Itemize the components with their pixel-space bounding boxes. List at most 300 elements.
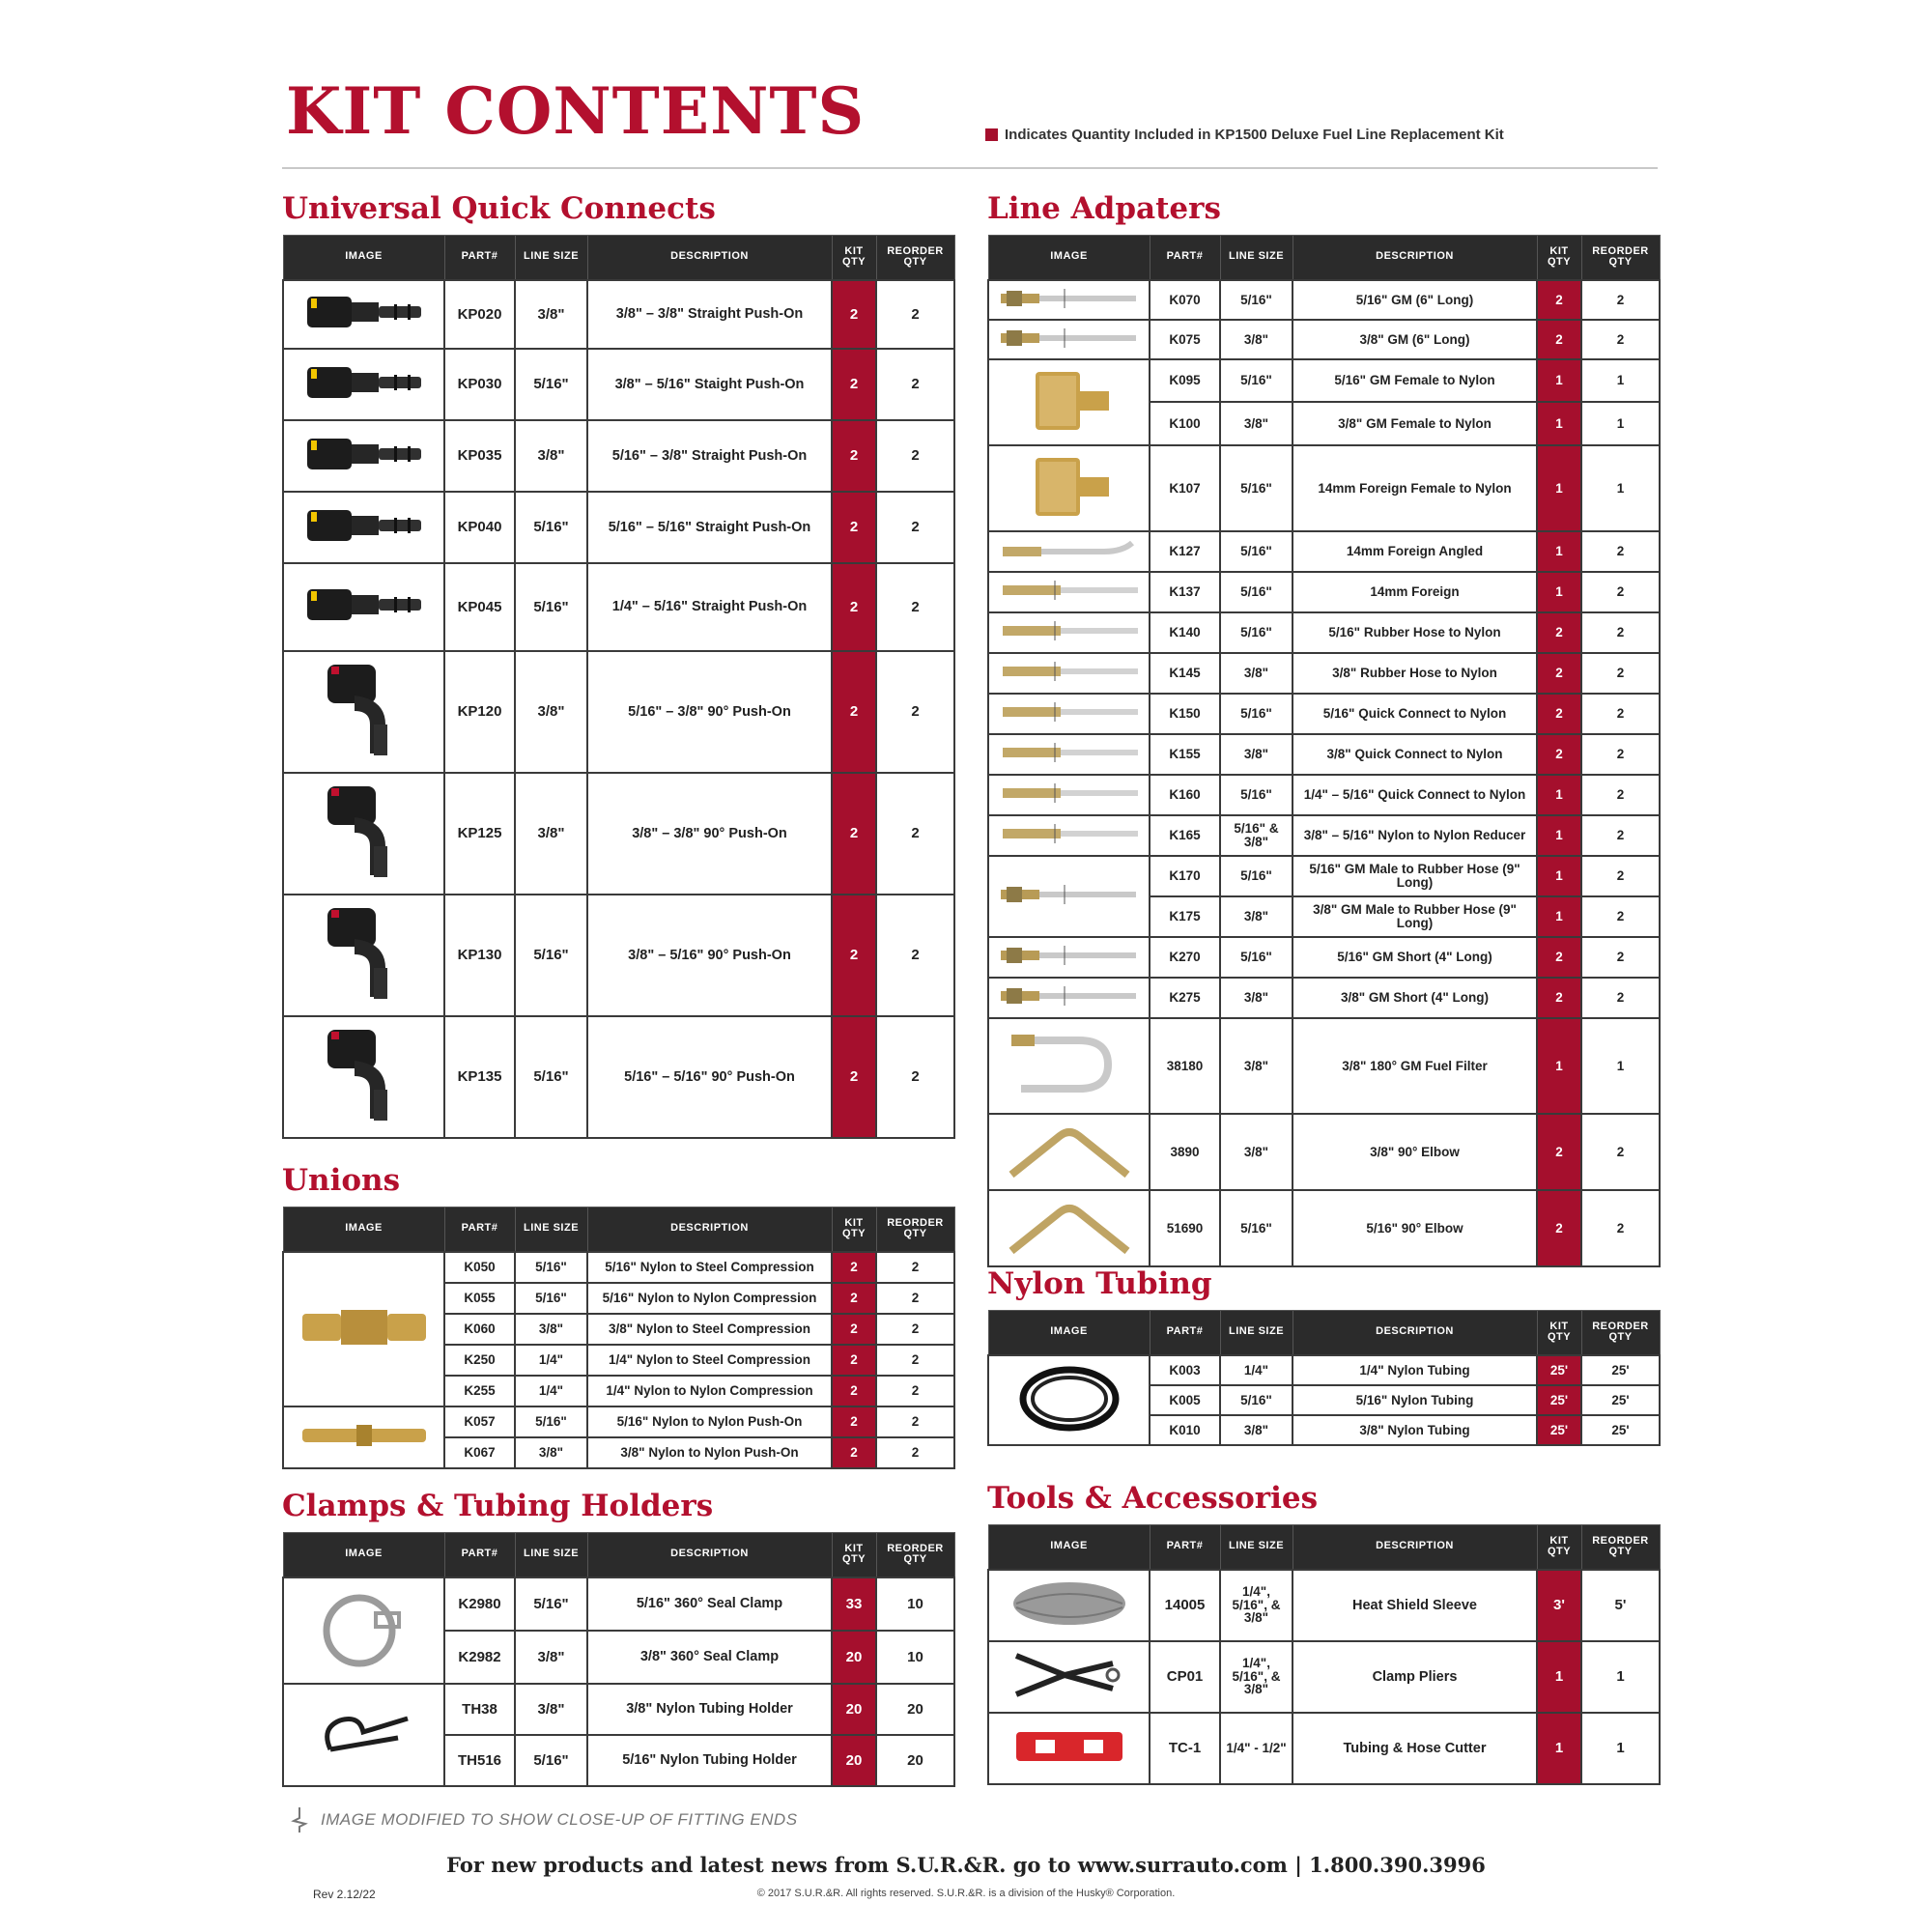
- description: 5/16" GM Female to Nylon: [1293, 359, 1537, 403]
- push-on-union-icon: [297, 1438, 432, 1453]
- table-row: [988, 280, 1660, 320]
- compression-union-icon: [297, 1345, 432, 1359]
- description: 5/16" – 3/8" Straight Push-On: [587, 420, 832, 492]
- line-size: 3/8": [1220, 320, 1293, 359]
- kit-qty: 2: [832, 349, 876, 420]
- table-row: [283, 492, 954, 563]
- part-image: [988, 694, 1150, 734]
- section-title: Unions: [282, 1163, 401, 1198]
- footer-copyright: © 2017 S.U.R.&R. All rights reserved. S.U.R.&R. is a division of the Husky® Corporation.: [756, 1888, 1176, 1899]
- kit-qty: 20: [832, 1631, 876, 1684]
- line-size: 3/8": [515, 420, 587, 492]
- description: 1/4" – 5/16" Quick Connect to Nylon: [1293, 775, 1537, 815]
- table-row: [988, 445, 1660, 531]
- reorder-qty: 1: [1581, 445, 1660, 531]
- reorder-qty: 25': [1581, 1385, 1660, 1415]
- description: 5/16" Nylon Tubing: [1293, 1385, 1537, 1415]
- straight-push-on-connector-icon: [301, 395, 427, 412]
- part-image: [988, 531, 1150, 572]
- angled-adapter-icon: [997, 553, 1142, 567]
- reorder-qty: 2: [1581, 320, 1660, 359]
- part-number: K255: [444, 1376, 515, 1406]
- description: 5/16" GM Short (4" Long): [1293, 937, 1537, 978]
- table-row: [283, 1406, 954, 1437]
- line-size: 3/8": [1220, 653, 1293, 694]
- part-number: K010: [1150, 1415, 1220, 1445]
- table-row: [988, 937, 1660, 978]
- description: 3/8" Rubber Hose to Nylon: [1293, 653, 1537, 694]
- description: 1/4" Nylon to Nylon Compression: [587, 1376, 832, 1406]
- kit-qty: 2: [832, 492, 876, 563]
- kit-qty: 1: [1537, 1713, 1581, 1784]
- table-row: [283, 563, 954, 651]
- description: 3/8" Nylon to Steel Compression: [587, 1314, 832, 1345]
- col-image: IMAGE: [283, 1533, 444, 1577]
- line-size: 3/8": [515, 280, 587, 349]
- table-row: [988, 531, 1660, 572]
- col-description: DESCRIPTION: [1293, 1311, 1537, 1355]
- elbow-push-on-connector-icon: [316, 872, 412, 889]
- straight-push-on-connector-icon: [301, 467, 427, 483]
- line-size: 3/8": [1220, 978, 1293, 1018]
- part-image: [283, 1684, 444, 1786]
- col-reorder-qty: REORDER QTY: [1581, 1525, 1660, 1570]
- part-number: K175: [1150, 896, 1220, 937]
- reorder-qty: 1: [1581, 359, 1660, 403]
- part-number: TH38: [444, 1684, 515, 1735]
- line-size: 5/16": [515, 1735, 587, 1786]
- description: 5/16" Nylon Tubing Holder: [587, 1735, 832, 1786]
- part-number: 51690: [1150, 1190, 1220, 1266]
- table-row: [988, 1713, 1660, 1784]
- line-size: 5/16": [1220, 937, 1293, 978]
- part-number: K050: [444, 1252, 515, 1283]
- part-number: K2980: [444, 1577, 515, 1631]
- reorder-qty: 2: [876, 1406, 954, 1437]
- description: 1/4" Nylon Tubing: [1293, 1355, 1537, 1385]
- reorder-qty: 2: [876, 1376, 954, 1406]
- line-size: 1/4", 5/16", & 3/8": [1220, 1570, 1293, 1641]
- col-line-size: LINE SIZE: [515, 236, 587, 280]
- description: 1/4" – 5/16" Straight Push-On: [587, 563, 832, 651]
- line-size: 5/16": [1220, 856, 1293, 896]
- clamps-table: [282, 1532, 955, 1787]
- reorder-qty: 2: [1581, 1190, 1660, 1266]
- description: 3/8" 180° GM Fuel Filter: [1293, 1018, 1537, 1114]
- line-size: 3/8": [1220, 402, 1293, 445]
- kit-qty: 2: [1537, 734, 1581, 775]
- reorder-qty: 10: [876, 1577, 954, 1631]
- elbow-push-on-connector-icon: [316, 1116, 412, 1132]
- reorder-qty: 2: [1581, 815, 1660, 856]
- line-adapter-icon: [997, 834, 1142, 848]
- table-row: [283, 349, 954, 420]
- line-size: 1/4": [515, 1376, 587, 1406]
- description: 3/8" – 3/8" 90° Push-On: [587, 773, 832, 895]
- table-row: [283, 895, 954, 1016]
- line-size: 1/4": [1220, 1355, 1293, 1385]
- kit-qty: 1: [1537, 1018, 1581, 1114]
- part-number: K270: [1150, 937, 1220, 978]
- line-adapter-icon: [997, 631, 1142, 645]
- description: 3/8" – 3/8" Straight Push-On: [587, 280, 832, 349]
- reorder-qty: 2: [876, 773, 954, 895]
- part-image: [283, 1252, 444, 1406]
- col-image: IMAGE: [283, 1208, 444, 1252]
- kit-qty: 2: [832, 1376, 876, 1406]
- straight-push-on-connector-icon: [301, 538, 427, 554]
- kit-qty: 33: [832, 1577, 876, 1631]
- part-image: [988, 775, 1150, 815]
- elbow-tube-icon: [1002, 1249, 1137, 1264]
- description: 5/16" Quick Connect to Nylon: [1293, 694, 1537, 734]
- table-row: [988, 734, 1660, 775]
- kit-qty: 2: [1537, 612, 1581, 653]
- line-adapter-icon: [997, 298, 1142, 313]
- header-divider: [282, 167, 1658, 169]
- kit-qty: 1: [1537, 572, 1581, 612]
- table-row: [988, 653, 1660, 694]
- col-part: PART#: [444, 236, 515, 280]
- table-row: [283, 420, 954, 492]
- reorder-qty: 2: [876, 1314, 954, 1345]
- description: 3/8" GM (6" Long): [1293, 320, 1537, 359]
- col-part: PART#: [444, 1208, 515, 1252]
- footnote-text: IMAGE MODIFIED TO SHOW CLOSE-UP OF FITTING ENDS: [321, 1810, 798, 1829]
- kit-qty: 1: [1537, 856, 1581, 896]
- fuel-filter-icon: [1002, 1096, 1137, 1111]
- part-number: K070: [1150, 280, 1220, 320]
- description: 3/8" Quick Connect to Nylon: [1293, 734, 1537, 775]
- part-image: [283, 1406, 444, 1468]
- description: 3/8" Nylon to Nylon Push-On: [587, 1437, 832, 1468]
- description: 5/16" GM (6" Long): [1293, 280, 1537, 320]
- unions-table: [282, 1207, 955, 1469]
- reorder-qty: 2: [876, 492, 954, 563]
- description: 5/16" – 5/16" 90° Push-On: [587, 1016, 832, 1138]
- part-number: K005: [1150, 1385, 1220, 1415]
- section-title: Line Adpaters: [987, 191, 1221, 226]
- col-description: DESCRIPTION: [587, 1208, 832, 1252]
- table-row: [988, 856, 1660, 896]
- page-title: KIT CONTENTS: [286, 73, 866, 149]
- part-number: K137: [1150, 572, 1220, 612]
- description: 14mm Foreign: [1293, 572, 1537, 612]
- col-part: PART#: [1150, 236, 1220, 280]
- straight-push-on-connector-icon: [301, 325, 427, 341]
- line-size: 5/16": [515, 1577, 587, 1631]
- line-size: 3/8": [515, 1314, 587, 1345]
- table-row: [988, 1570, 1660, 1641]
- line-size: 5/16": [515, 895, 587, 1016]
- part-number: K107: [1150, 445, 1220, 531]
- col-line-size: LINE SIZE: [515, 1208, 587, 1252]
- reorder-qty: 2: [1581, 978, 1660, 1018]
- part-number: K057: [444, 1406, 515, 1437]
- part-number: KP130: [444, 895, 515, 1016]
- part-image: [283, 651, 444, 773]
- col-kit-qty: KIT QTY: [832, 1208, 876, 1252]
- description: 3/8" GM Male to Rubber Hose (9" Long): [1293, 896, 1537, 937]
- reorder-qty: 2: [876, 280, 954, 349]
- table-row: [988, 978, 1660, 1018]
- uqc-table: [282, 235, 955, 1139]
- table-row: [988, 775, 1660, 815]
- line-size: 5/16": [515, 349, 587, 420]
- description: 3/8" GM Short (4" Long): [1293, 978, 1537, 1018]
- crimp-mark-icon: [290, 1806, 309, 1833]
- description: 5/16" 360° Seal Clamp: [587, 1577, 832, 1631]
- part-image: [988, 1641, 1150, 1713]
- part-image: [283, 1016, 444, 1138]
- reorder-qty: 5': [1581, 1570, 1660, 1641]
- part-image: [988, 937, 1150, 978]
- line-adapter-icon: [997, 753, 1142, 767]
- reorder-qty: 20: [876, 1684, 954, 1735]
- part-number: KP120: [444, 651, 515, 773]
- description: 5/16" 90° Elbow: [1293, 1190, 1537, 1266]
- reorder-qty: 2: [876, 420, 954, 492]
- reorder-qty: 2: [876, 1345, 954, 1376]
- kit-qty: 2: [832, 1437, 876, 1468]
- col-image: IMAGE: [988, 1525, 1150, 1570]
- description: Heat Shield Sleeve: [1293, 1570, 1537, 1641]
- nylon-tubing-coil-icon: [1011, 1426, 1127, 1440]
- col-description: DESCRIPTION: [1293, 236, 1537, 280]
- table-row: [988, 1114, 1660, 1190]
- part-number: K095: [1150, 359, 1220, 403]
- part-image: [283, 492, 444, 563]
- table-row: [283, 1252, 954, 1283]
- line-size: 3/8": [515, 1631, 587, 1684]
- table-row: [988, 359, 1660, 403]
- legend-text: Indicates Quantity Included in KP1500 Deluxe Fuel Line Replacement Kit: [1005, 127, 1504, 143]
- reorder-qty: 10: [876, 1631, 954, 1684]
- section-clamps-tubing-holders: [282, 1489, 953, 1787]
- part-number: K150: [1150, 694, 1220, 734]
- reorder-qty: 2: [876, 895, 954, 1016]
- description: 3/8" Nylon Tubing: [1293, 1415, 1537, 1445]
- description: 5/16" Rubber Hose to Nylon: [1293, 612, 1537, 653]
- col-image: IMAGE: [988, 1311, 1150, 1355]
- part-image: [988, 1190, 1150, 1266]
- line-size: 1/4" - 1/2": [1220, 1713, 1293, 1784]
- table-row: [988, 1018, 1660, 1114]
- col-part: PART#: [444, 1533, 515, 1577]
- part-number: K145: [1150, 653, 1220, 694]
- female-adapter-icon: [1016, 428, 1122, 442]
- line-adapter-icon: [997, 955, 1142, 970]
- part-number: K155: [1150, 734, 1220, 775]
- tubing-cutter-icon: [1007, 1758, 1132, 1775]
- line-size: 5/16": [1220, 445, 1293, 531]
- kit-qty: 25': [1537, 1385, 1581, 1415]
- col-part: PART#: [1150, 1525, 1220, 1570]
- col-description: DESCRIPTION: [587, 236, 832, 280]
- col-kit-qty: KIT QTY: [1537, 236, 1581, 280]
- line-size: 5/16": [515, 1406, 587, 1437]
- reorder-qty: 2: [876, 349, 954, 420]
- reorder-qty: 2: [1581, 856, 1660, 896]
- section-universal-quick-connects: [282, 191, 953, 1139]
- reorder-qty: 2: [1581, 572, 1660, 612]
- line-adapter-icon: [997, 671, 1142, 686]
- table-row: [988, 1190, 1660, 1266]
- reorder-qty: 1: [1581, 402, 1660, 445]
- reorder-qty: 1: [1581, 1018, 1660, 1114]
- line-size: 5/16": [515, 492, 587, 563]
- section-tools-accessories: [987, 1481, 1659, 1785]
- col-line-size: LINE SIZE: [1220, 1311, 1293, 1355]
- part-number: K170: [1150, 856, 1220, 896]
- part-image: [988, 1355, 1150, 1445]
- kit-qty: 2: [1537, 694, 1581, 734]
- description: 14mm Foreign Angled: [1293, 531, 1537, 572]
- line-size: 3/8": [515, 1437, 587, 1468]
- line-size: 1/4": [515, 1345, 587, 1376]
- kit-qty: 2: [832, 1016, 876, 1138]
- kit-qty: 3': [1537, 1570, 1581, 1641]
- reorder-qty: 2: [876, 651, 954, 773]
- reorder-qty: 2: [1581, 734, 1660, 775]
- description: 3/8" – 5/16" 90° Push-On: [587, 895, 832, 1016]
- reorder-qty: 2: [876, 1016, 954, 1138]
- part-number: CP01: [1150, 1641, 1220, 1713]
- col-reorder-qty: REORDER QTY: [876, 236, 954, 280]
- part-image: [988, 734, 1150, 775]
- description: 5/16" GM Male to Rubber Hose (9" Long): [1293, 856, 1537, 896]
- reorder-qty: 2: [876, 1437, 954, 1468]
- kit-qty: 2: [1537, 978, 1581, 1018]
- part-image: [988, 1713, 1150, 1784]
- elbow-push-on-connector-icon: [316, 751, 412, 767]
- kit-qty: 2: [832, 1345, 876, 1376]
- part-number: KP135: [444, 1016, 515, 1138]
- part-image: [988, 445, 1150, 531]
- kit-qty: 2: [832, 1252, 876, 1283]
- table-row: [988, 320, 1660, 359]
- kit-qty: 2: [832, 563, 876, 651]
- part-number: K275: [1150, 978, 1220, 1018]
- kit-qty: 2: [832, 280, 876, 349]
- line-size: 5/16" & 3/8": [1220, 815, 1293, 856]
- kit-qty: 2: [1537, 280, 1581, 320]
- kit-qty: 1: [1537, 402, 1581, 445]
- table-row: [283, 651, 954, 773]
- kit-qty: 2: [832, 1314, 876, 1345]
- line-size: 3/8": [1220, 734, 1293, 775]
- part-number: 3890: [1150, 1114, 1220, 1190]
- description: Clamp Pliers: [1293, 1641, 1537, 1713]
- col-reorder-qty: REORDER QTY: [876, 1533, 954, 1577]
- elbow-push-on-connector-icon: [316, 994, 412, 1010]
- col-line-size: LINE SIZE: [1220, 236, 1293, 280]
- table-row: [283, 1577, 954, 1631]
- tools-table: [987, 1524, 1661, 1785]
- tubing-holder-icon: [311, 1754, 417, 1771]
- elbow-tube-icon: [1002, 1173, 1137, 1187]
- line-size: 5/16": [515, 1283, 587, 1314]
- col-image: IMAGE: [988, 236, 1150, 280]
- table-row: [283, 280, 954, 349]
- legend: [985, 127, 1504, 143]
- part-number: KP020: [444, 280, 515, 349]
- description: 3/8" 90° Elbow: [1293, 1114, 1537, 1190]
- part-image: [283, 773, 444, 895]
- part-number: KP035: [444, 420, 515, 492]
- kit-qty: 2: [1537, 653, 1581, 694]
- part-image: [283, 420, 444, 492]
- reorder-qty: 2: [1581, 1114, 1660, 1190]
- reorder-qty: 2: [1581, 280, 1660, 320]
- line-size: 5/16": [515, 1252, 587, 1283]
- table-row: [988, 572, 1660, 612]
- col-kit-qty: KIT QTY: [832, 1533, 876, 1577]
- part-image: [283, 563, 444, 651]
- description: 3/8" Nylon Tubing Holder: [587, 1684, 832, 1735]
- line-adapter-icon: [997, 895, 1142, 909]
- part-image: [988, 280, 1150, 320]
- part-image: [988, 653, 1150, 694]
- kit-qty: 2: [1537, 320, 1581, 359]
- line-size: 3/8": [1220, 1415, 1293, 1445]
- line-size: 5/16": [1220, 612, 1293, 653]
- line-size: 5/16": [1220, 775, 1293, 815]
- description: 5/16" Nylon to Nylon Push-On: [587, 1406, 832, 1437]
- line-size: 5/16": [1220, 572, 1293, 612]
- line-adapter-icon: [997, 590, 1142, 605]
- part-image: [988, 856, 1150, 937]
- line-size: 5/16": [1220, 359, 1293, 403]
- part-number: K160: [1150, 775, 1220, 815]
- table-row: [283, 773, 954, 895]
- part-number: K127: [1150, 531, 1220, 572]
- part-image: [988, 815, 1150, 856]
- description: 3/8" – 5/16" Staight Push-On: [587, 349, 832, 420]
- section-title: Universal Quick Connects: [282, 191, 716, 226]
- part-number: K100: [1150, 402, 1220, 445]
- revision-label: Rev 2.12/22: [313, 1888, 376, 1901]
- part-number: 14005: [1150, 1570, 1220, 1641]
- line-size: 5/16": [1220, 694, 1293, 734]
- section-title: Clamps & Tubing Holders: [282, 1489, 714, 1523]
- part-image: [283, 349, 444, 420]
- col-reorder-qty: REORDER QTY: [1581, 236, 1660, 280]
- col-description: DESCRIPTION: [587, 1533, 832, 1577]
- line-size: 5/16": [1220, 531, 1293, 572]
- part-image: [283, 895, 444, 1016]
- section-line-adapters: [987, 191, 1659, 1267]
- line-adapter-icon: [997, 793, 1142, 808]
- col-reorder-qty: REORDER QTY: [1581, 1311, 1660, 1355]
- part-image: [283, 1577, 444, 1684]
- clamp-pliers-icon: [1007, 1691, 1132, 1708]
- straight-push-on-connector-icon: [301, 617, 427, 634]
- col-reorder-qty: REORDER QTY: [876, 1208, 954, 1252]
- description: 5/16" – 3/8" 90° Push-On: [587, 651, 832, 773]
- table-row: [283, 1016, 954, 1138]
- kit-qty: 25': [1537, 1355, 1581, 1385]
- table-row: [988, 815, 1660, 856]
- kit-qty: 1: [1537, 896, 1581, 937]
- kit-qty: 1: [1537, 359, 1581, 403]
- seal-clamp-icon: [316, 1664, 412, 1681]
- col-kit-qty: KIT QTY: [832, 236, 876, 280]
- description: 5/16" – 5/16" Straight Push-On: [587, 492, 832, 563]
- kit-qty: 20: [832, 1735, 876, 1786]
- col-line-size: LINE SIZE: [1220, 1525, 1293, 1570]
- footer-contact: For new products and latest news from S.U.R.&R. go to www.surrauto.com | 1.800.390.3996: [446, 1853, 1486, 1877]
